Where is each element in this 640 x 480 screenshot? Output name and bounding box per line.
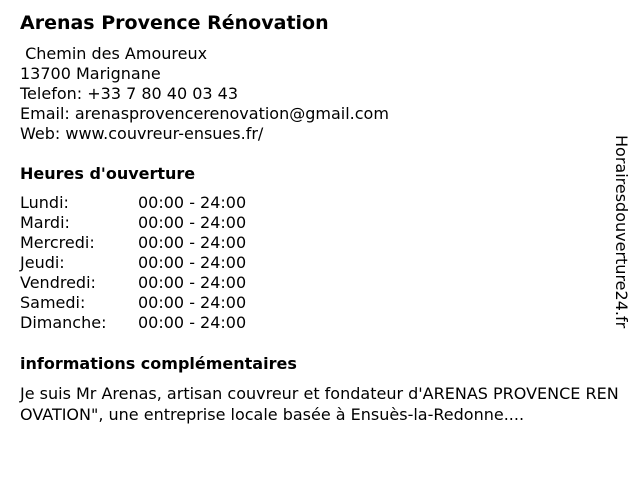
hours-row-wednesday: [20, 233, 620, 253]
hours-row-saturday: [20, 293, 620, 313]
time-range: 00:00 - 24:00: [138, 233, 247, 252]
additional-info-text: Je suis Mr Arenas, artisan couvreur et fondateur d'ARENAS PROVENCE RENOVATION", une entreprise locale basée à Ensuès-la-Redonne....: [20, 384, 619, 424]
phone-line: Telefon: +33 7 80 40 03 43: [20, 84, 239, 103]
time-range: 00:00 - 24:00: [138, 313, 247, 332]
day-label: Jeudi:: [20, 253, 65, 272]
time-range: 00:00 - 24:00: [138, 253, 247, 272]
day-label: Samedi:: [20, 293, 86, 312]
website-line: Web: www.couvreur-ensues.fr/: [20, 124, 264, 143]
time-range: 00:00 - 24:00: [138, 193, 247, 212]
address-city: 13700 Marignane: [20, 64, 161, 83]
hours-row-sunday: [20, 313, 620, 333]
address-street: Chemin des Amoureux: [20, 44, 208, 63]
email-line: Email: arenasprovencerenovation@gmail.com: [20, 104, 389, 123]
time-range: 00:00 - 24:00: [138, 293, 247, 312]
opening-hours-table: [20, 193, 620, 333]
day-label: Dimanche:: [20, 313, 107, 332]
business-name: Arenas Provence Rénovation: [20, 12, 329, 34]
hours-row-thursday: [20, 253, 620, 273]
day-label: Lundi:: [20, 193, 69, 212]
hours-row-tuesday: [20, 213, 620, 233]
business-card: [20, 10, 620, 425]
day-label: Vendredi:: [20, 273, 96, 292]
day-label: Mardi:: [20, 213, 70, 232]
site-watermark: Horairesdouverture24.fr: [612, 135, 631, 329]
hours-row-monday: [20, 193, 620, 213]
time-range: 00:00 - 24:00: [138, 273, 247, 292]
hours-row-friday: [20, 273, 620, 293]
additional-info-heading: informations complémentaires: [20, 354, 297, 373]
time-range: 00:00 - 24:00: [138, 213, 247, 232]
opening-hours-heading: Heures d'ouverture: [20, 164, 196, 183]
day-label: Mercredi:: [20, 233, 95, 252]
